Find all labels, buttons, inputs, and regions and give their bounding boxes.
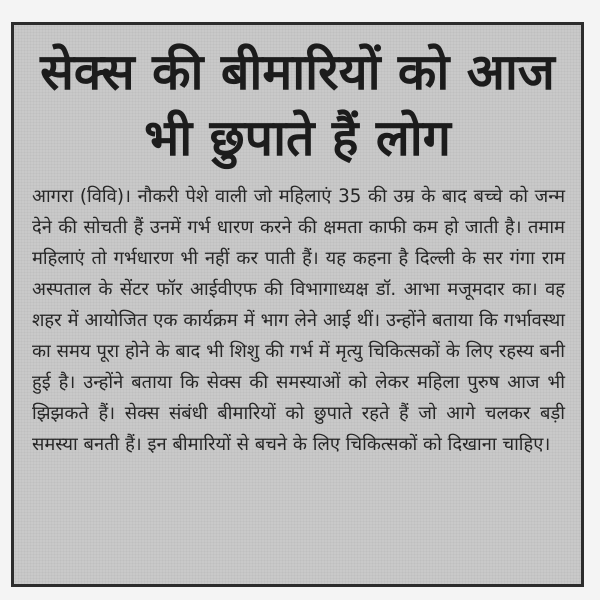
article-body: आगरा (विवि)। नौकरी पेशे वाली जो महिलाएं 35 की उम्र के बाद बच्चे को जन्म देने की सोचती हैं उनमें गर्भ धारण करने की क्षमता काफी कम हो जाती है। तमाम महिलाएं तो गर्भधारण भी नहीं कर पाती हैं। यह कहना है दिल्ली के सर गंगा राम अस्पताल के सेंटर फॉर आईवीएफ की विभागाध्यक्ष डॉ. आभा मजूमदार का। वह शहर में आयोजित एक कार्यक्रम में भाग लेने आई थीं। उन्होंने बताया कि गर्भावस्था का समय पूरा होने के बाद भी शिशु की गर्भ में मृत्यु चिकित्सकों के लिए रहस्य बनी हुई है। उन्होंने बताया कि सेक्स की समस्याओं को लेकर महिला पुरुष आज भी झिझकते हैं। सेक्स संबंधी बीमारियों को छुपाते रहते हैं जो आगे चलकर बड़ी समस्या बनती हैं। इन बीमारियों से बचने के लिए चिकित्सकों को दिखाना चाहिए। bbox=[32, 186, 565, 455]
headline: सेक्स की बीमारियों को आज भी छुपाते हैं लोग bbox=[40, 43, 555, 167]
newspaper-clipping bbox=[11, 22, 584, 587]
